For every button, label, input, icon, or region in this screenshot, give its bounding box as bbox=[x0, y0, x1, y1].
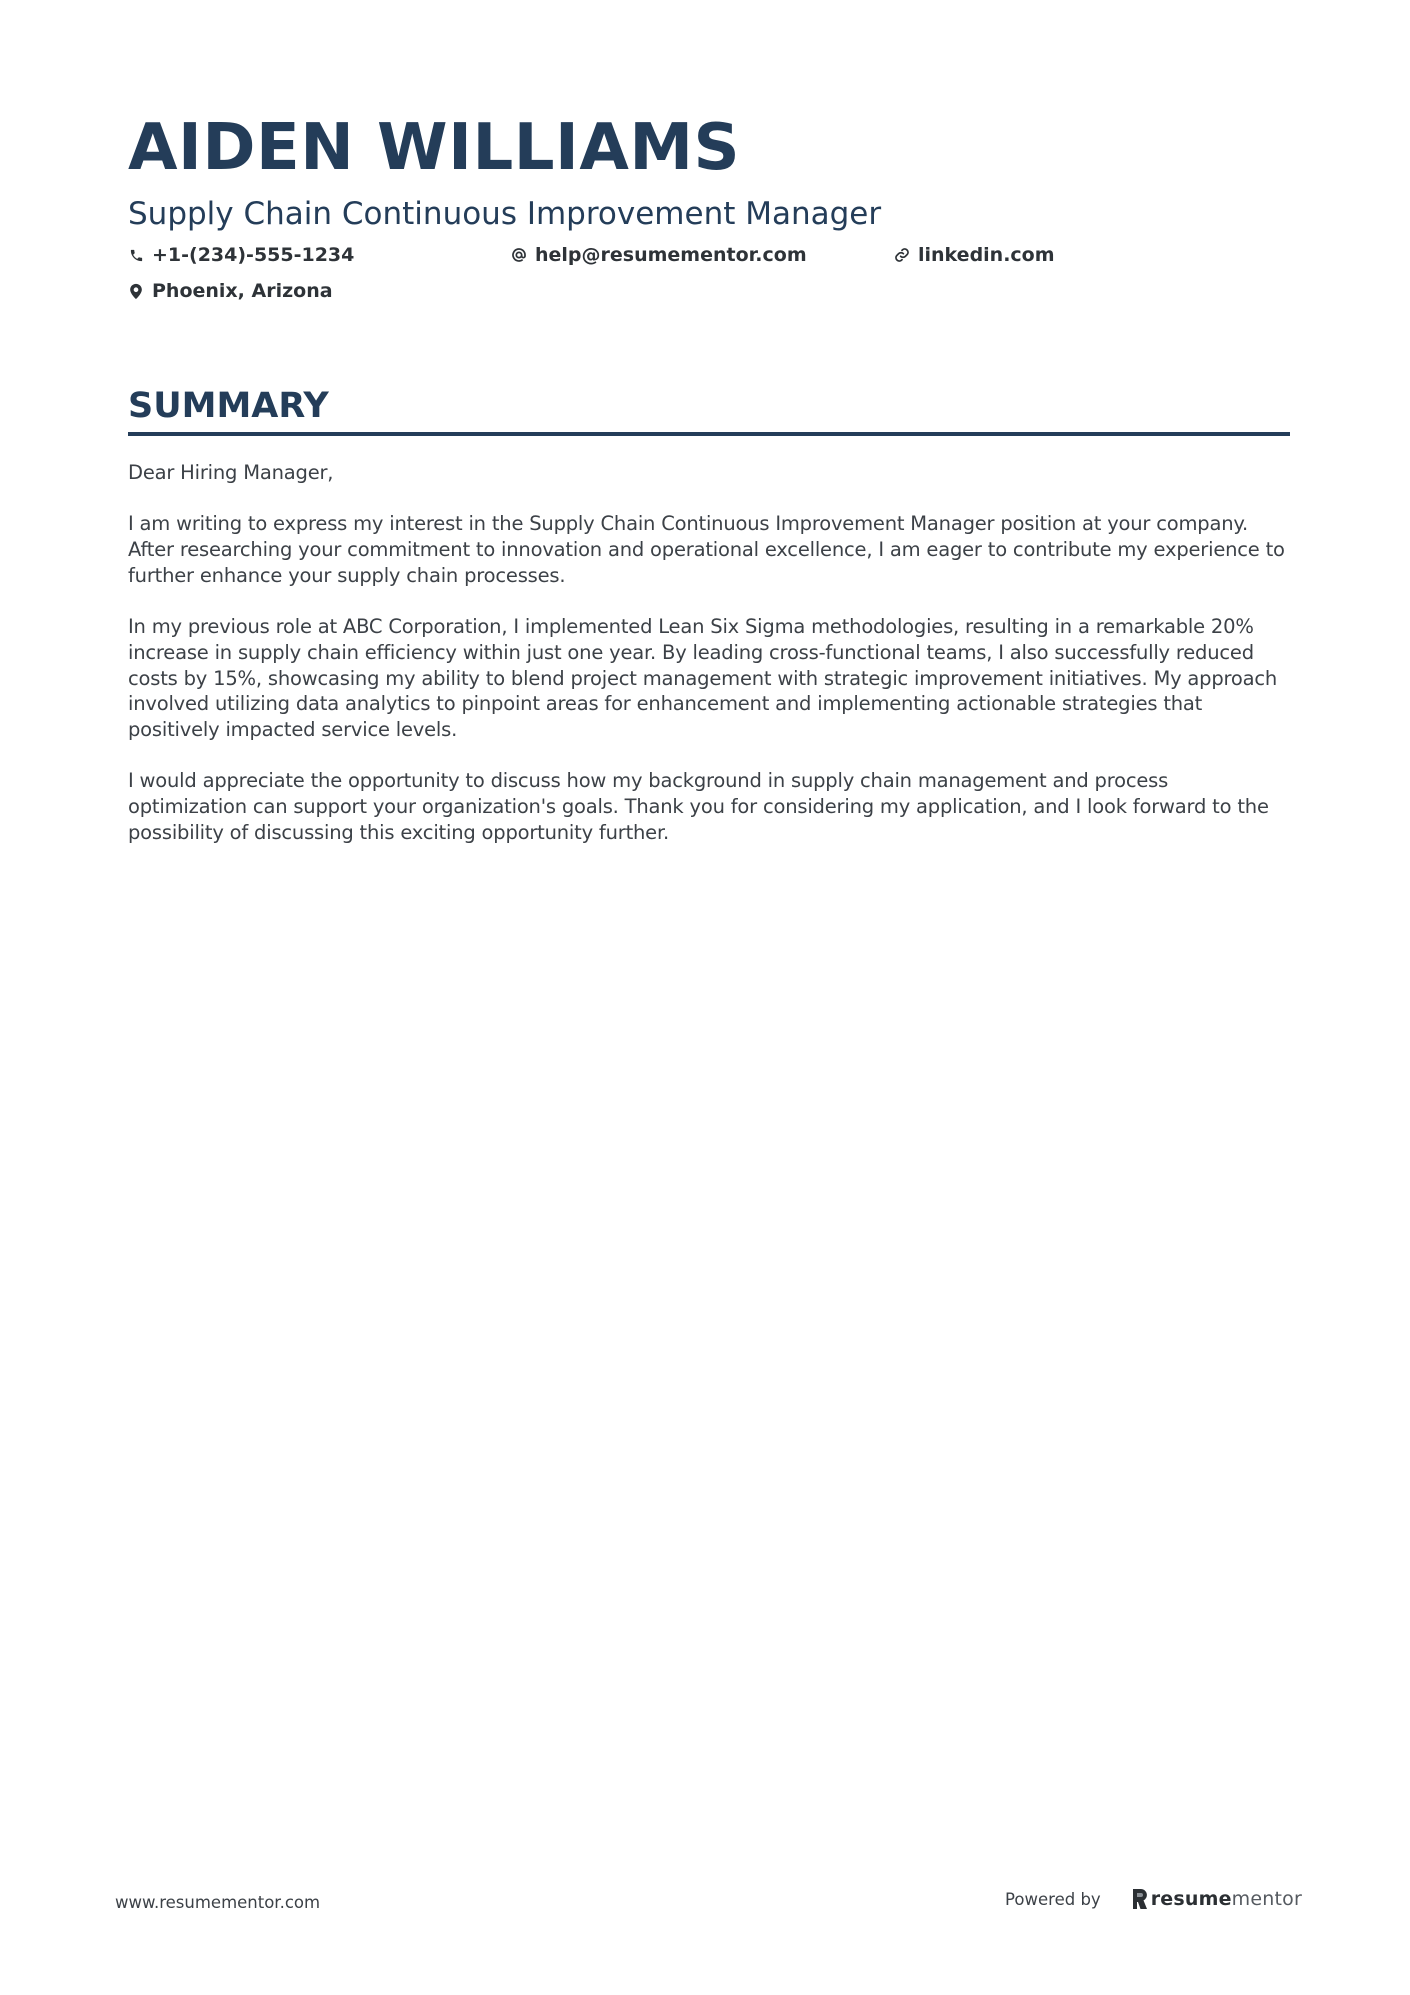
contact-phone[interactable] bbox=[128, 242, 354, 268]
brand-logo[interactable] bbox=[1131, 1888, 1302, 1910]
location-value: Phoenix, Arizona bbox=[152, 280, 333, 302]
brand-text-mentor: mentor bbox=[1231, 1888, 1302, 1910]
contact-link[interactable] bbox=[894, 242, 1055, 268]
job-title: Supply Chain Continuous Improvement Manager bbox=[128, 196, 882, 232]
summary-section bbox=[128, 384, 1290, 871]
link-icon bbox=[894, 246, 910, 264]
email-value: help@resumementor.com bbox=[535, 244, 807, 266]
location-pin-icon bbox=[128, 282, 144, 300]
powered-by-label: Powered by bbox=[1005, 1889, 1101, 1909]
link-value: linkedin.com bbox=[918, 244, 1055, 266]
phone-icon bbox=[128, 246, 144, 264]
brand-text-resume: resume bbox=[1150, 1888, 1232, 1910]
contact-location bbox=[128, 278, 333, 304]
paragraph: I am writing to express my interest in the Supply Chain Continuous Improvement Manager position at your company. After researching your commitment to innovation and operational excellence, I am eager to contribute my experience to further enhance your supply chain processes. bbox=[128, 512, 1285, 587]
paragraph: I would appreciate the opportunity to discuss how my background in supply chain management and process optimization can support your organization's goals. Thank you for considering my application, and I look forward to the possibility of discussing this exciting opportunity further. bbox=[128, 769, 1269, 844]
footer-website[interactable]: www.resumementor.com bbox=[115, 1893, 321, 1912]
contact-email[interactable] bbox=[511, 242, 807, 268]
at-icon bbox=[511, 246, 527, 264]
candidate-name: AIDEN WILLIAMS bbox=[128, 111, 741, 185]
header bbox=[128, 108, 1288, 314]
footer-branding bbox=[1005, 1888, 1302, 1910]
section-divider bbox=[128, 432, 1290, 436]
resumementor-logo-icon bbox=[1131, 1889, 1147, 1909]
phone-value: +1-(234)-555-1234 bbox=[152, 244, 355, 266]
section-heading: SUMMARY bbox=[128, 386, 329, 426]
paragraph: In my previous role at ABC Corporation, I implemented Lean Six Sigma methodologies, resulting in a remarkable 20% increase in supply chain efficiency within just one year. By leading cross-functional teams, I also successfully reduced costs by 15%, showcasing my ability to blend project management with strategic improvement initiatives. My approach involved utilizing data analytics to pinpoint areas for enhancement and implementing actionable strategies that positively impacted service levels. bbox=[128, 615, 1278, 741]
salutation: Dear Hiring Manager, bbox=[128, 461, 334, 484]
letter-body bbox=[128, 460, 1290, 846]
contact-info bbox=[128, 242, 1288, 314]
